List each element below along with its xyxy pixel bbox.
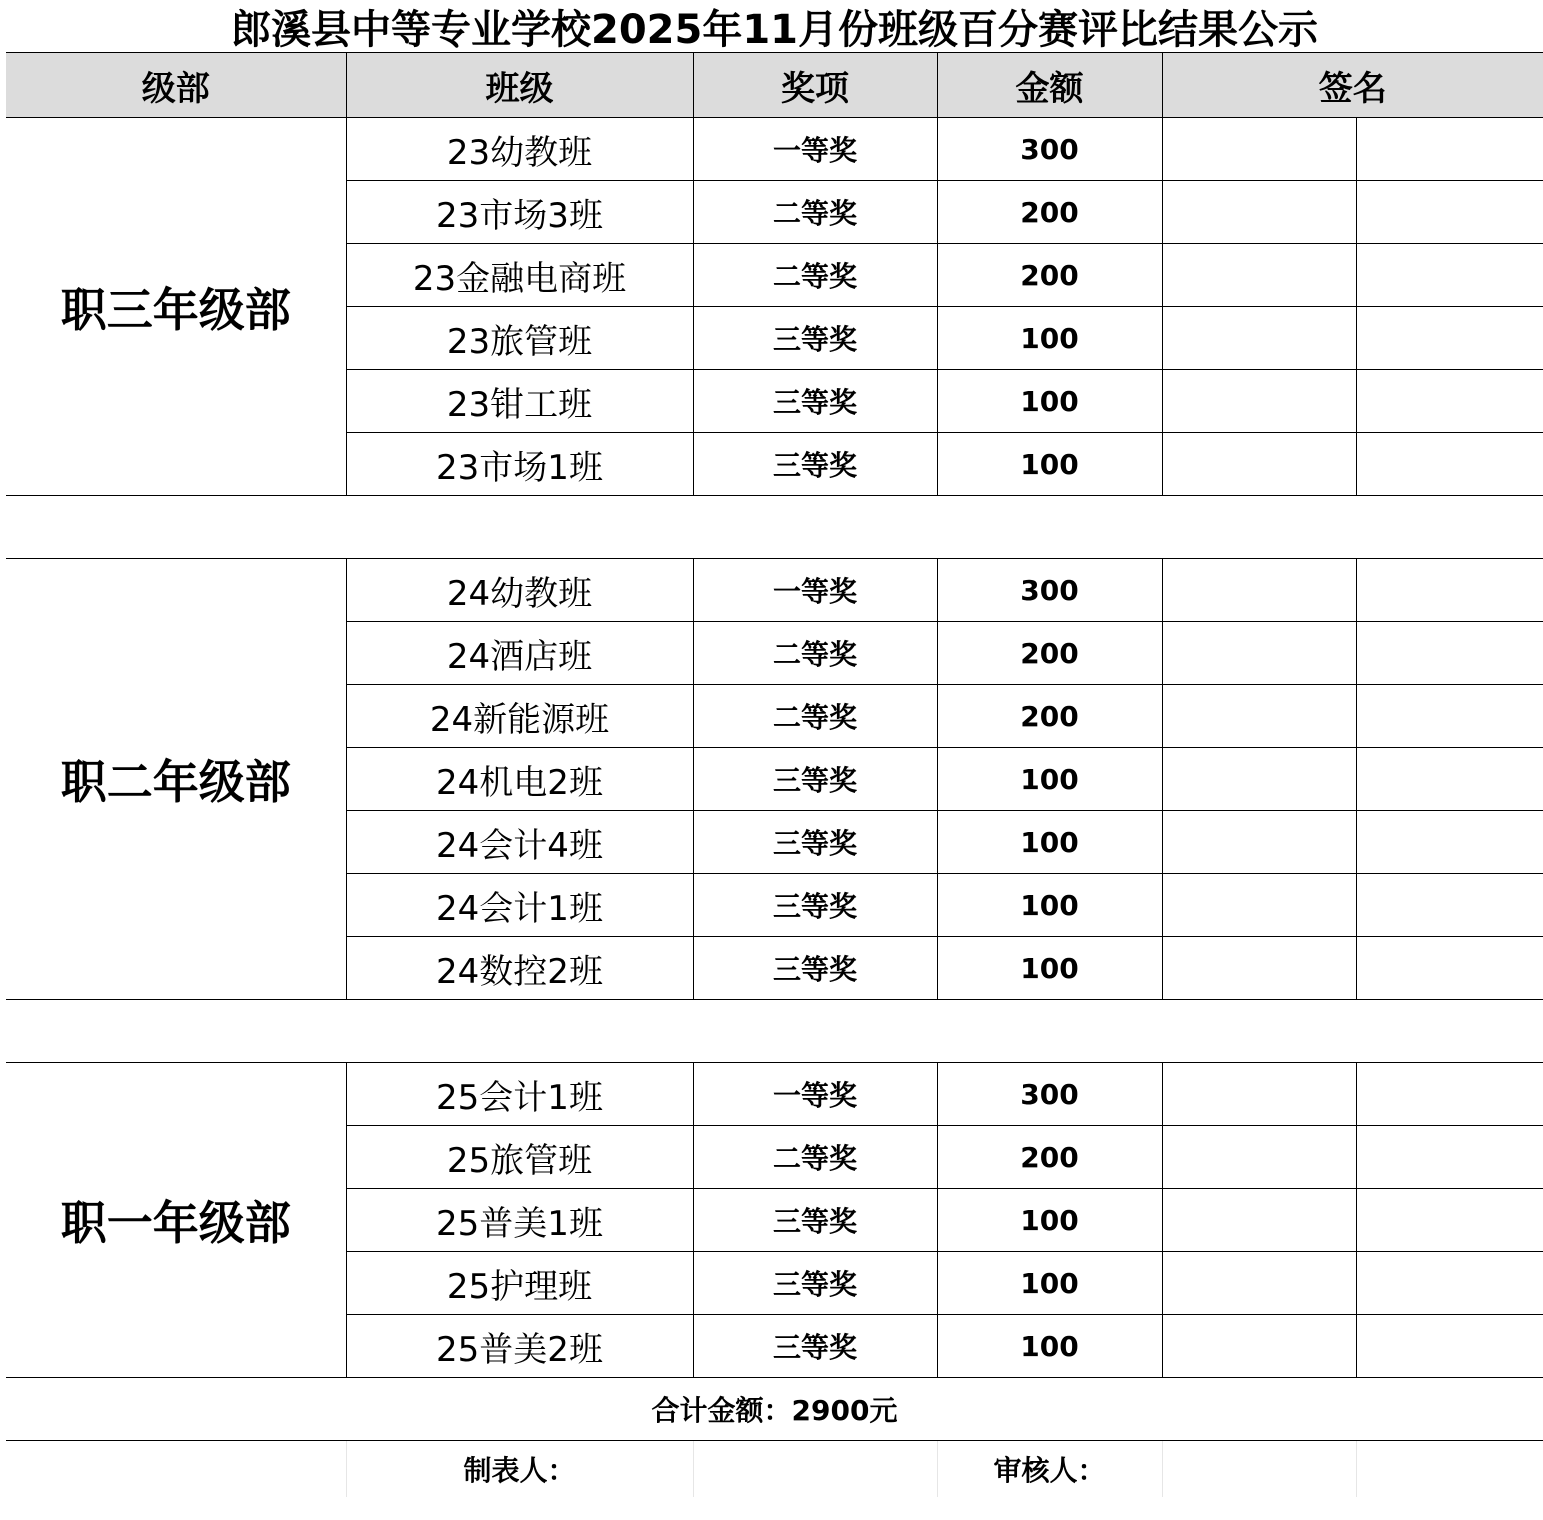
award-cell: 二等奖 [693,244,937,307]
class-cell: 24机电2班 [346,748,693,811]
class-cell: 25护理班 [346,1252,693,1315]
spacer-cell [6,1000,1543,1063]
amount-cell: 200 [937,1126,1162,1189]
award-cell: 二等奖 [693,685,937,748]
signature-cell[interactable] [1162,685,1356,748]
class-cell: 24数控2班 [346,937,693,1000]
signature-cell[interactable] [1162,559,1356,622]
award-cell: 三等奖 [693,1315,937,1378]
award-cell: 三等奖 [693,433,937,496]
amount-cell: 300 [937,1063,1162,1126]
amount-cell: 300 [937,118,1162,181]
spacer-row [6,496,1543,559]
preparer-value[interactable] [693,1441,937,1498]
signature-cell[interactable] [1356,937,1543,1000]
signature-cell[interactable] [1356,118,1543,181]
class-cell: 23市场1班 [346,433,693,496]
signature-cell[interactable] [1356,1189,1543,1252]
table-row [6,559,1543,622]
class-cell: 24会计1班 [346,874,693,937]
signature-cell[interactable] [1356,307,1543,370]
grade-cell: 职一年级部 [6,1063,346,1378]
spacer-row [6,1000,1543,1063]
grade-cell: 职三年级部 [6,118,346,496]
award-cell: 一等奖 [693,1063,937,1126]
class-cell: 23幼教班 [346,118,693,181]
signature-cell[interactable] [1162,1315,1356,1378]
class-cell: 25会计1班 [346,1063,693,1126]
signature-cell[interactable] [1162,1063,1356,1126]
award-cell: 三等奖 [693,874,937,937]
signature-cell[interactable] [1162,937,1356,1000]
class-cell: 25普美1班 [346,1189,693,1252]
amount-cell: 200 [937,181,1162,244]
award-cell: 三等奖 [693,811,937,874]
preparer-label: 制表人： [346,1441,693,1498]
signature-cell[interactable] [1356,1126,1543,1189]
award-cell: 三等奖 [693,748,937,811]
header-award: 奖项 [693,53,937,118]
class-cell: 24酒店班 [346,622,693,685]
amount-cell: 100 [937,1189,1162,1252]
signature-cell[interactable] [1356,874,1543,937]
signature-cell[interactable] [1356,1252,1543,1315]
amount-cell: 200 [937,685,1162,748]
footer-blank [1356,1441,1543,1498]
signature-cell[interactable] [1356,559,1543,622]
amount-cell: 100 [937,370,1162,433]
class-cell: 23金融电商班 [346,244,693,307]
header-class: 班级 [346,53,693,118]
signature-cell[interactable] [1162,874,1356,937]
amount-cell: 200 [937,244,1162,307]
award-cell: 二等奖 [693,1126,937,1189]
footer-blank [6,1441,346,1498]
signature-cell[interactable] [1162,1189,1356,1252]
reviewer-value[interactable] [1162,1441,1356,1498]
header-row [6,53,1543,118]
amount-cell: 100 [937,874,1162,937]
amount-cell: 100 [937,433,1162,496]
signature-cell[interactable] [1356,1063,1543,1126]
header-signature: 签名 [1162,53,1543,118]
award-cell: 一等奖 [693,559,937,622]
signature-cell[interactable] [1162,244,1356,307]
award-cell: 三等奖 [693,307,937,370]
class-cell: 23市场3班 [346,181,693,244]
class-cell: 25普美2班 [346,1315,693,1378]
amount-cell: 100 [937,937,1162,1000]
signature-cell[interactable] [1356,1315,1543,1378]
header-amount: 金额 [937,53,1162,118]
signature-cell[interactable] [1356,811,1543,874]
table-row [6,1063,1543,1126]
class-cell: 23钳工班 [346,370,693,433]
spacer-cell [6,496,1543,559]
class-cell: 24新能源班 [346,685,693,748]
amount-cell: 100 [937,748,1162,811]
amount-cell: 100 [937,1252,1162,1315]
total-amount: 合计金额：2900元 [6,1378,1543,1441]
amount-cell: 100 [937,811,1162,874]
class-cell: 23旅管班 [346,307,693,370]
signature-cell[interactable] [1356,244,1543,307]
signature-cell[interactable] [1162,748,1356,811]
awards-table [6,52,1543,1497]
award-cell: 一等奖 [693,118,937,181]
award-cell: 二等奖 [693,181,937,244]
class-cell: 25旅管班 [346,1126,693,1189]
grade-cell: 职二年级部 [6,559,346,1000]
table-body [6,53,1543,1498]
signature-cell[interactable] [1162,622,1356,685]
award-cell: 三等奖 [693,370,937,433]
signature-cell[interactable] [1162,118,1356,181]
amount-cell: 100 [937,307,1162,370]
signature-cell[interactable] [1162,370,1356,433]
class-cell: 24幼教班 [346,559,693,622]
signature-cell[interactable] [1162,1126,1356,1189]
amount-cell: 200 [937,622,1162,685]
award-cell: 三等奖 [693,1189,937,1252]
table-row [6,118,1543,181]
amount-cell: 300 [937,559,1162,622]
signature-cell[interactable] [1356,748,1543,811]
signature-cell[interactable] [1162,181,1356,244]
signature-cell[interactable] [1356,370,1543,433]
page-title: 郎溪县中等专业学校2025年11月份班级百分赛评比结果公示 [231,6,1318,53]
total-row [6,1378,1543,1441]
signature-cell[interactable] [1356,433,1543,496]
signature-cell[interactable] [1162,307,1356,370]
signature-cell[interactable] [1162,1252,1356,1315]
header-grade: 级部 [6,53,346,118]
amount-cell: 100 [937,1315,1162,1378]
reviewer-label: 审核人： [937,1441,1162,1498]
signature-cell[interactable] [1356,181,1543,244]
signature-cell[interactable] [1356,622,1543,685]
signature-cell[interactable] [1162,811,1356,874]
signature-cell[interactable] [1356,685,1543,748]
award-cell: 三等奖 [693,1252,937,1315]
award-cell: 三等奖 [693,937,937,1000]
award-cell: 二等奖 [693,622,937,685]
footer-row [6,1441,1543,1498]
class-cell: 24会计4班 [346,811,693,874]
signature-cell[interactable] [1162,433,1356,496]
